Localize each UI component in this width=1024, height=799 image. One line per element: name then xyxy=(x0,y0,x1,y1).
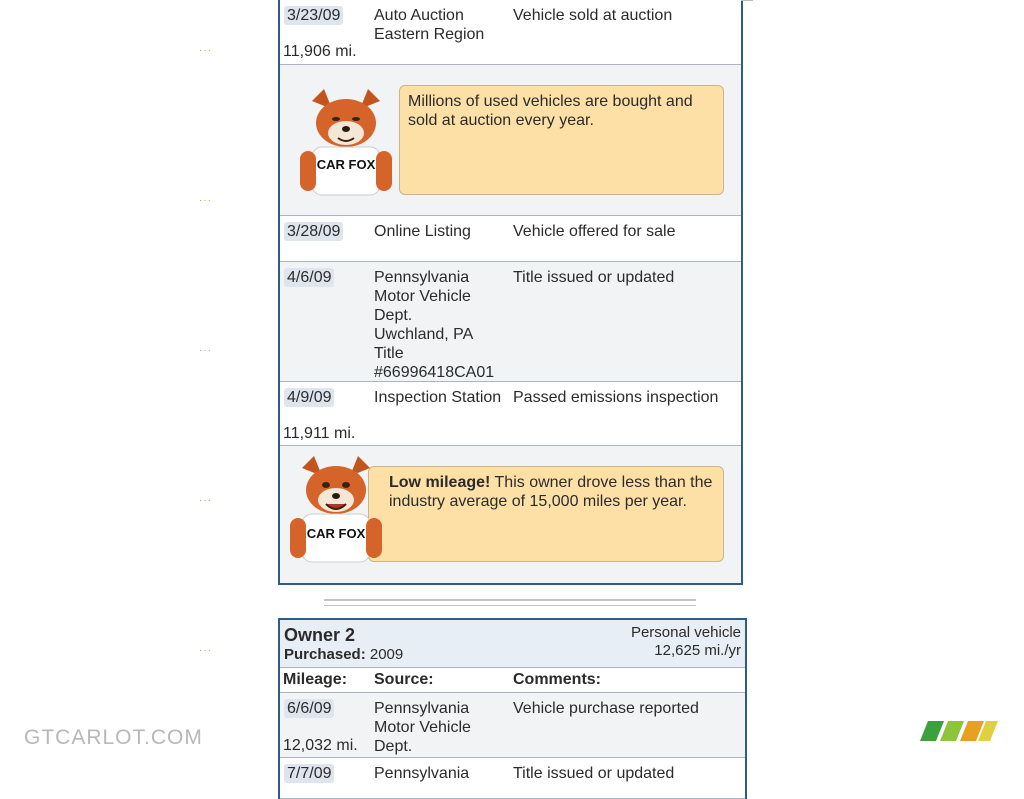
row-date: 6/6/09 xyxy=(284,699,334,718)
owner-purchased xyxy=(284,646,403,663)
tip-bubble xyxy=(399,85,724,195)
owner-header xyxy=(280,620,745,668)
fox-shirt-text: CAR FOX xyxy=(316,157,376,172)
row-source xyxy=(374,268,510,382)
section-divider xyxy=(324,599,696,606)
car-fox-mascot-icon xyxy=(298,87,394,197)
dots-decoration: ··· xyxy=(199,45,212,56)
owner-type: Personal vehicle xyxy=(630,624,741,641)
tip-bold-text: Low mileage! xyxy=(389,474,491,491)
dots-decoration: ··· xyxy=(199,495,212,506)
row-mileage: 11,906 mi. xyxy=(283,43,357,60)
row-comment: Vehicle offered for sale xyxy=(513,223,676,240)
owner-rate: 12,625 mi./yr xyxy=(654,642,741,659)
tip-row xyxy=(280,446,741,583)
col-source: Source: xyxy=(374,671,434,688)
row-comment: Vehicle sold at auction xyxy=(513,7,673,24)
tip-bubble xyxy=(368,466,724,562)
row-date: 3/23/09 xyxy=(284,6,343,25)
owner-usage xyxy=(631,624,741,660)
watermark-logo: GTCARLOT.COM xyxy=(24,726,203,749)
table-row xyxy=(280,693,745,758)
tip-row xyxy=(280,65,741,216)
source-name: Pennsylvania Motor Vehicle Dept. xyxy=(374,269,471,324)
owner-section xyxy=(278,618,747,799)
row-source: Online Listing xyxy=(374,223,471,240)
row-comment: Vehicle purchase reported xyxy=(513,700,699,717)
dots-decoration: ··· xyxy=(199,345,212,356)
row-source: Inspection Station xyxy=(374,389,502,406)
row-mileage: 11,911 mi. xyxy=(283,425,356,442)
table-row xyxy=(280,216,741,262)
column-header-row xyxy=(280,668,745,693)
row-source: Pennsylvania Motor Vehicle Dept. xyxy=(374,700,471,755)
row-comment: Title issued or updated xyxy=(513,269,675,286)
row-source: Pennsylvania xyxy=(374,765,470,782)
row-date: 4/6/09 xyxy=(284,268,334,287)
owner-title: Owner 2 xyxy=(284,625,356,645)
fox-shirt-text: CAR FOX xyxy=(306,526,366,541)
tip-text: Millions of used vehicles are bought and sold at auction every year. xyxy=(408,93,693,129)
row-comment: Passed emissions inspection xyxy=(513,389,719,406)
top-edge-line xyxy=(741,0,753,1)
purchased-label: Purchased: xyxy=(284,646,366,663)
table-row xyxy=(280,758,745,799)
row-source: Auto Auction Eastern Region xyxy=(374,7,485,43)
table-row xyxy=(280,0,741,65)
table-row xyxy=(280,382,741,446)
col-mileage: Mileage: xyxy=(283,671,348,688)
source-title: Title #66996418CA01 xyxy=(374,345,495,381)
row-date: 7/7/09 xyxy=(284,764,334,783)
purchased-value: 2009 xyxy=(369,646,404,663)
row-mileage: 12,032 mi. xyxy=(283,737,358,754)
row-comment: Title issued or updated xyxy=(513,765,675,782)
row-date: 4/9/09 xyxy=(284,388,334,407)
col-comments: Comments: xyxy=(513,671,602,688)
history-box xyxy=(278,0,743,585)
tip-text: This owner drove less than the industry average of 15,000 miles per year. xyxy=(389,474,713,510)
car-fox-mascot-icon xyxy=(286,454,386,564)
table-row xyxy=(280,262,741,382)
history-table xyxy=(278,0,743,585)
stripes-logo-icon xyxy=(920,721,998,743)
dots-decoration: ··· xyxy=(199,195,212,206)
source-location: Uwchland, PA xyxy=(374,326,474,343)
dots-decoration: ··· xyxy=(199,645,212,656)
row-date: 3/28/09 xyxy=(284,222,343,241)
